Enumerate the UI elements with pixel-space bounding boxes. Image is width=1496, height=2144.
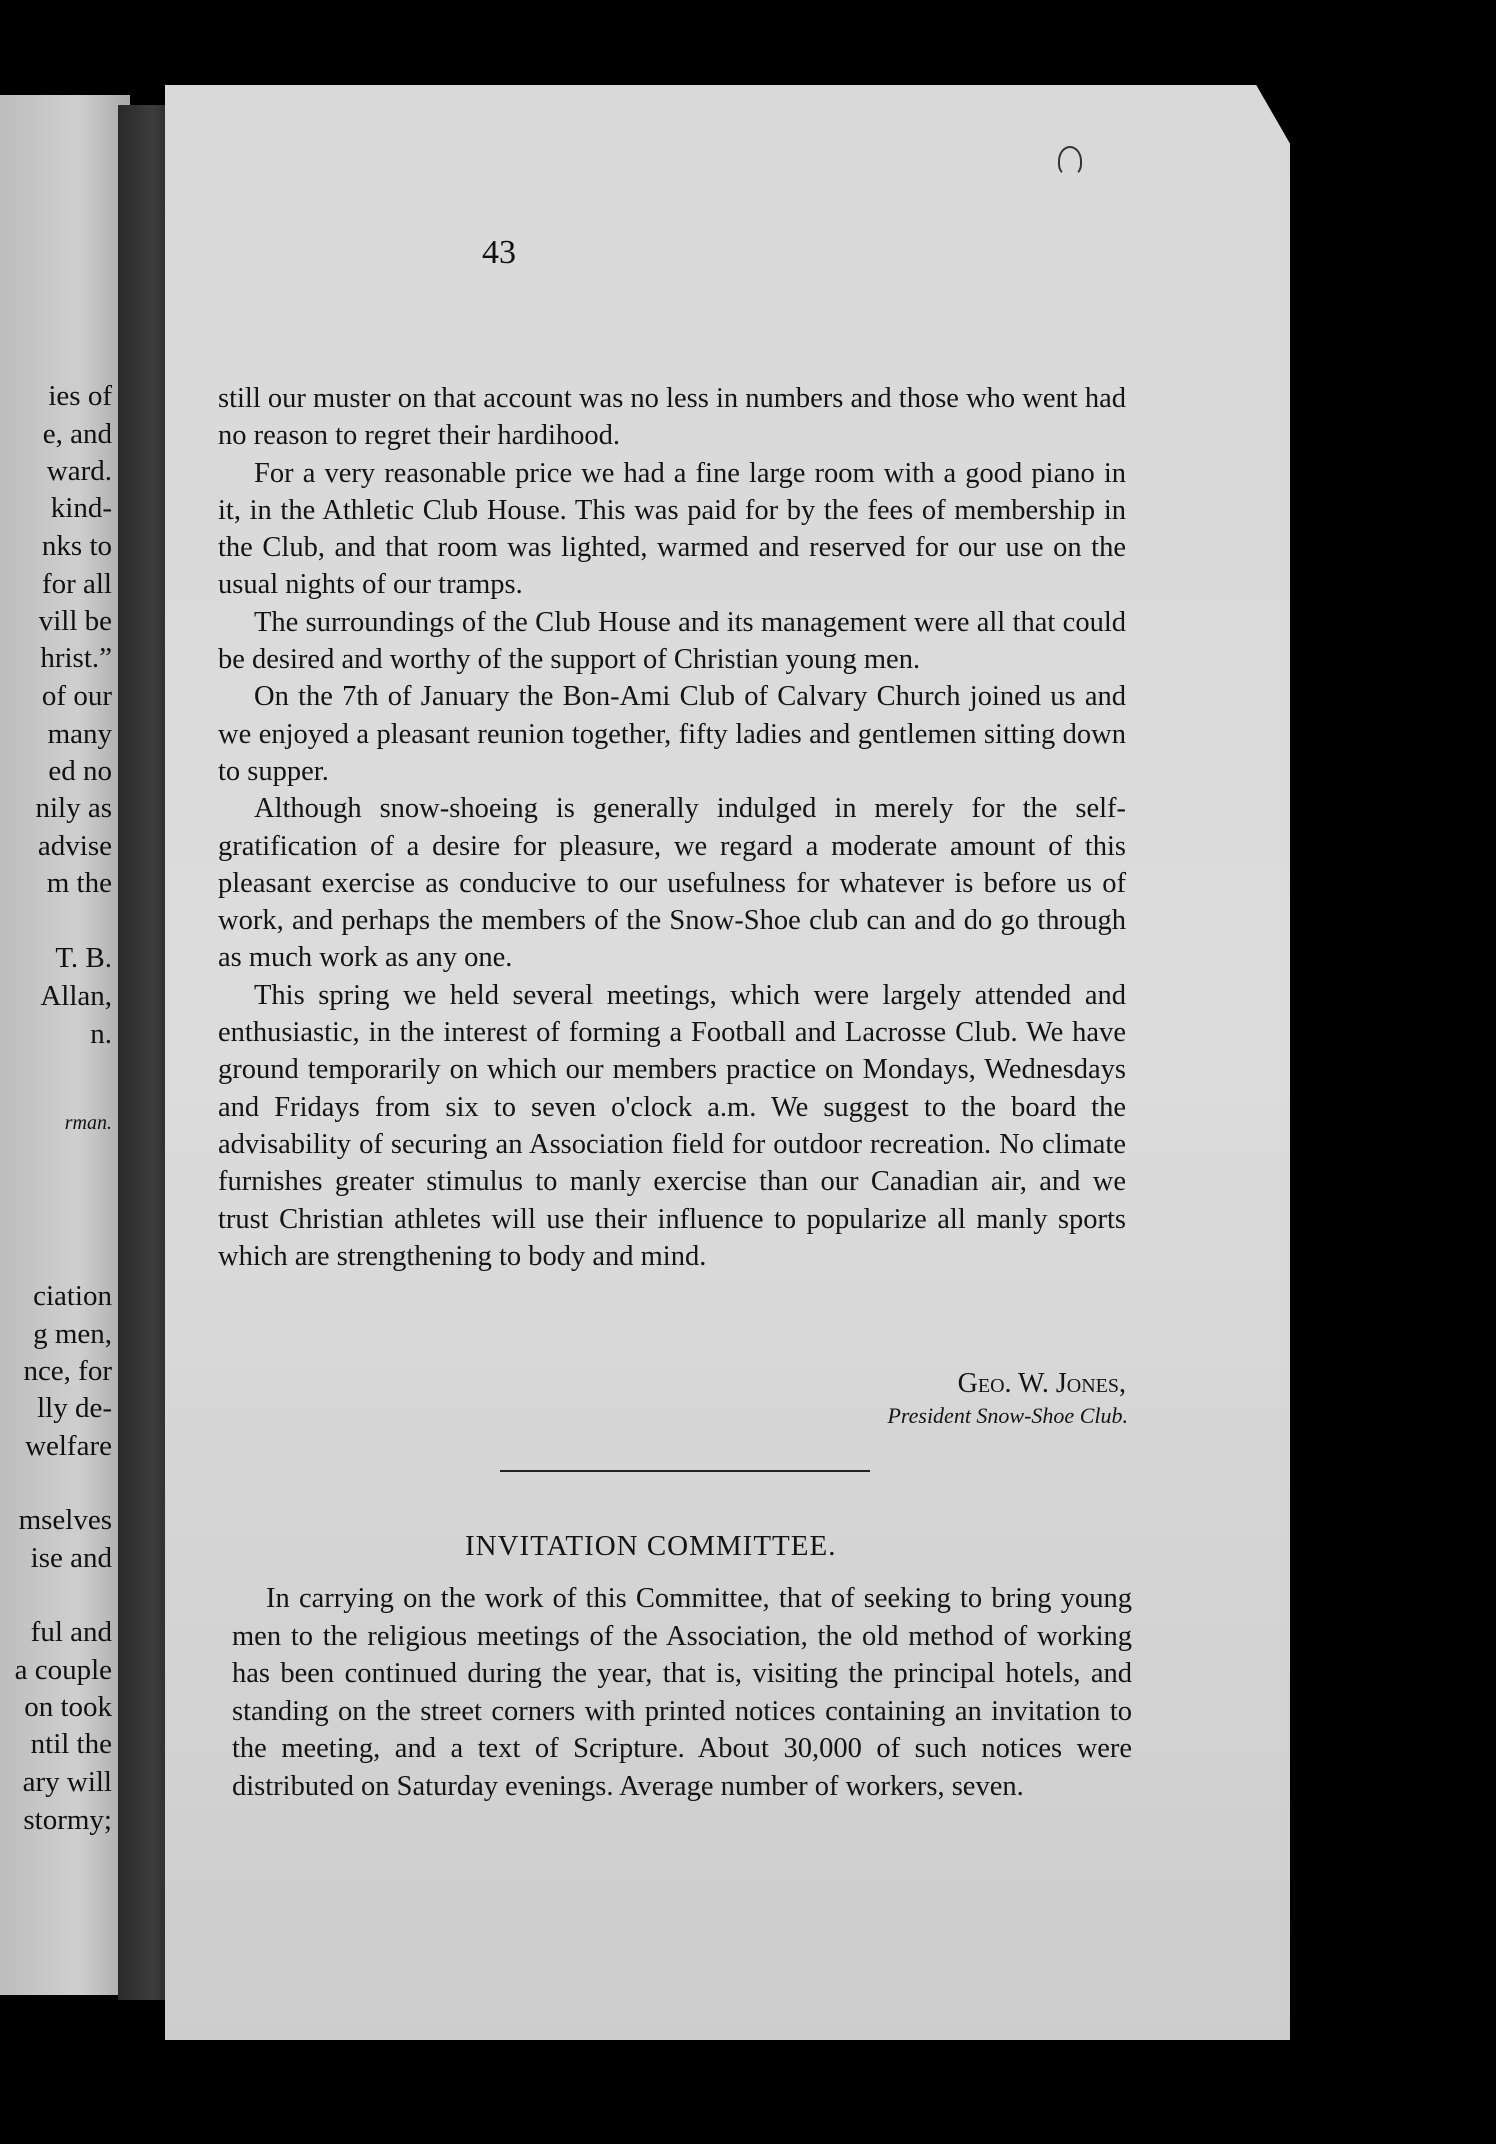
facing-page-text-fragment: ed no [48, 755, 112, 787]
facing-page-text-fragment: advise [37, 830, 112, 862]
page-number: 43 [482, 234, 516, 271]
signature-title: President Snow-Shoe Club. [887, 1403, 1128, 1428]
facing-page-text-fragment: ary will [22, 1766, 112, 1798]
facing-page-text-fragment: many [47, 718, 112, 750]
paragraph: This spring we held several meetings, which were largely attended and enthusiastic, in the interest of forming a Football and Lacrosse Club. We have ground temporarily on which our members practice on Mondays, Wednesdays and Fridays from six to seven o'clock a.m. We suggest to the board the advisability of securing an Association field for outdoor recreation. No climate furnishes greater stimulus to manly exercise than our Canadian air, and we trust Christian athletes will use their influence to popularize all manly sports which are strengthening to body and mind. [218, 979, 1126, 1272]
facing-page-text-fragment: stormy; [23, 1804, 112, 1836]
facing-page-text-fragment: nily as [35, 792, 112, 824]
paragraph: For a very reasonable price we had a fine large room with a good piano in it, in the Athletic Club House. This was paid for by the fees of membership in the Club, and that room was lighted, warmed and reserved for our use on the usual nights of our tramps. [218, 457, 1126, 601]
facing-page-text-fragment: of our [41, 680, 112, 712]
signature-name: Geo. W. Jones, [957, 1368, 1126, 1399]
facing-page-text-fragment: a couple [14, 1654, 112, 1686]
facing-page-text-fragment: vill be [38, 605, 112, 637]
facing-page-text-fragment: e, and [42, 418, 112, 450]
section-heading: INVITATION COMMITTEE. [465, 1530, 837, 1562]
facing-page-text-fragment: nks to [41, 530, 112, 562]
facing-page-text-fragment: ies of [48, 380, 112, 412]
facing-page-text-fragment: ward. [46, 455, 112, 487]
invitation-committee-report [232, 1580, 1132, 1806]
facing-page-text-fragment: m the [46, 867, 112, 899]
snow-shoe-club-report [218, 380, 1126, 1275]
facing-page-text-fragment: hrist.” [40, 642, 112, 674]
facing-page-text-fragment: ntil the [30, 1728, 112, 1760]
facing-page-text-fragment: nce, for [23, 1355, 112, 1387]
section-divider [500, 1470, 870, 1472]
facing-page-text-fragment: kind- [50, 492, 112, 524]
facing-page-text-fragment: on took [24, 1691, 112, 1723]
facing-page-fragment [0, 95, 130, 1995]
facing-page-text-fragment: rman. [64, 1112, 112, 1134]
facing-page-text-fragment: Allan, [40, 980, 112, 1012]
paragraph: Although snow-shoeing is generally indulged in merely for the self-gratification of a desire for pleasure, we regard a moderate amount of this pleasant exercise as conducive to our usefulness for whatever is before us of work, and perhaps the members of the Snow-Shoe club can and do go through as much work as any one. [218, 793, 1126, 974]
facing-page-text-fragment: ful and [30, 1616, 112, 1648]
paragraph: The surroundings of the Club House and its management were all that could be desired and worthy of the support of Christian young men. [218, 606, 1126, 676]
facing-page-text-fragment: ise and [30, 1542, 112, 1574]
facing-page-text-fragment: ciation [33, 1280, 112, 1312]
pencil-mark [1058, 146, 1082, 176]
paragraph: still our muster on that account was no less in numbers and those who went had no reason to regret their hardihood. [218, 383, 1126, 452]
facing-page-text-fragment: mselves [18, 1504, 112, 1536]
facing-page-text-fragment: g men, [33, 1318, 112, 1350]
facing-page-text-fragment: n. [90, 1018, 112, 1050]
paragraph: In carrying on the work of this Committee, that of seeking to bring young men to the religious meetings of the Association, the old method of working has been continued during the year, that is, visiting the principal hotels, and standing on the street corners with printed notices containing an invitation to the meeting, and a text of Scripture. About 30,000 of such notices were distributed on Saturday evenings. Average number of workers, seven. [232, 1583, 1132, 1802]
facing-page-text-fragment: welfare [25, 1430, 112, 1462]
facing-page-text-fragment: lly de- [37, 1392, 112, 1424]
paragraph: On the 7th of January the Bon-Ami Club of Calvary Church joined us and we enjoyed a pleasant reunion together, fifty ladies and gentlemen sitting down to supper. [218, 681, 1126, 787]
facing-page-text-fragment: T. B. [55, 942, 112, 974]
facing-page-text-fragment: for all [41, 568, 112, 600]
